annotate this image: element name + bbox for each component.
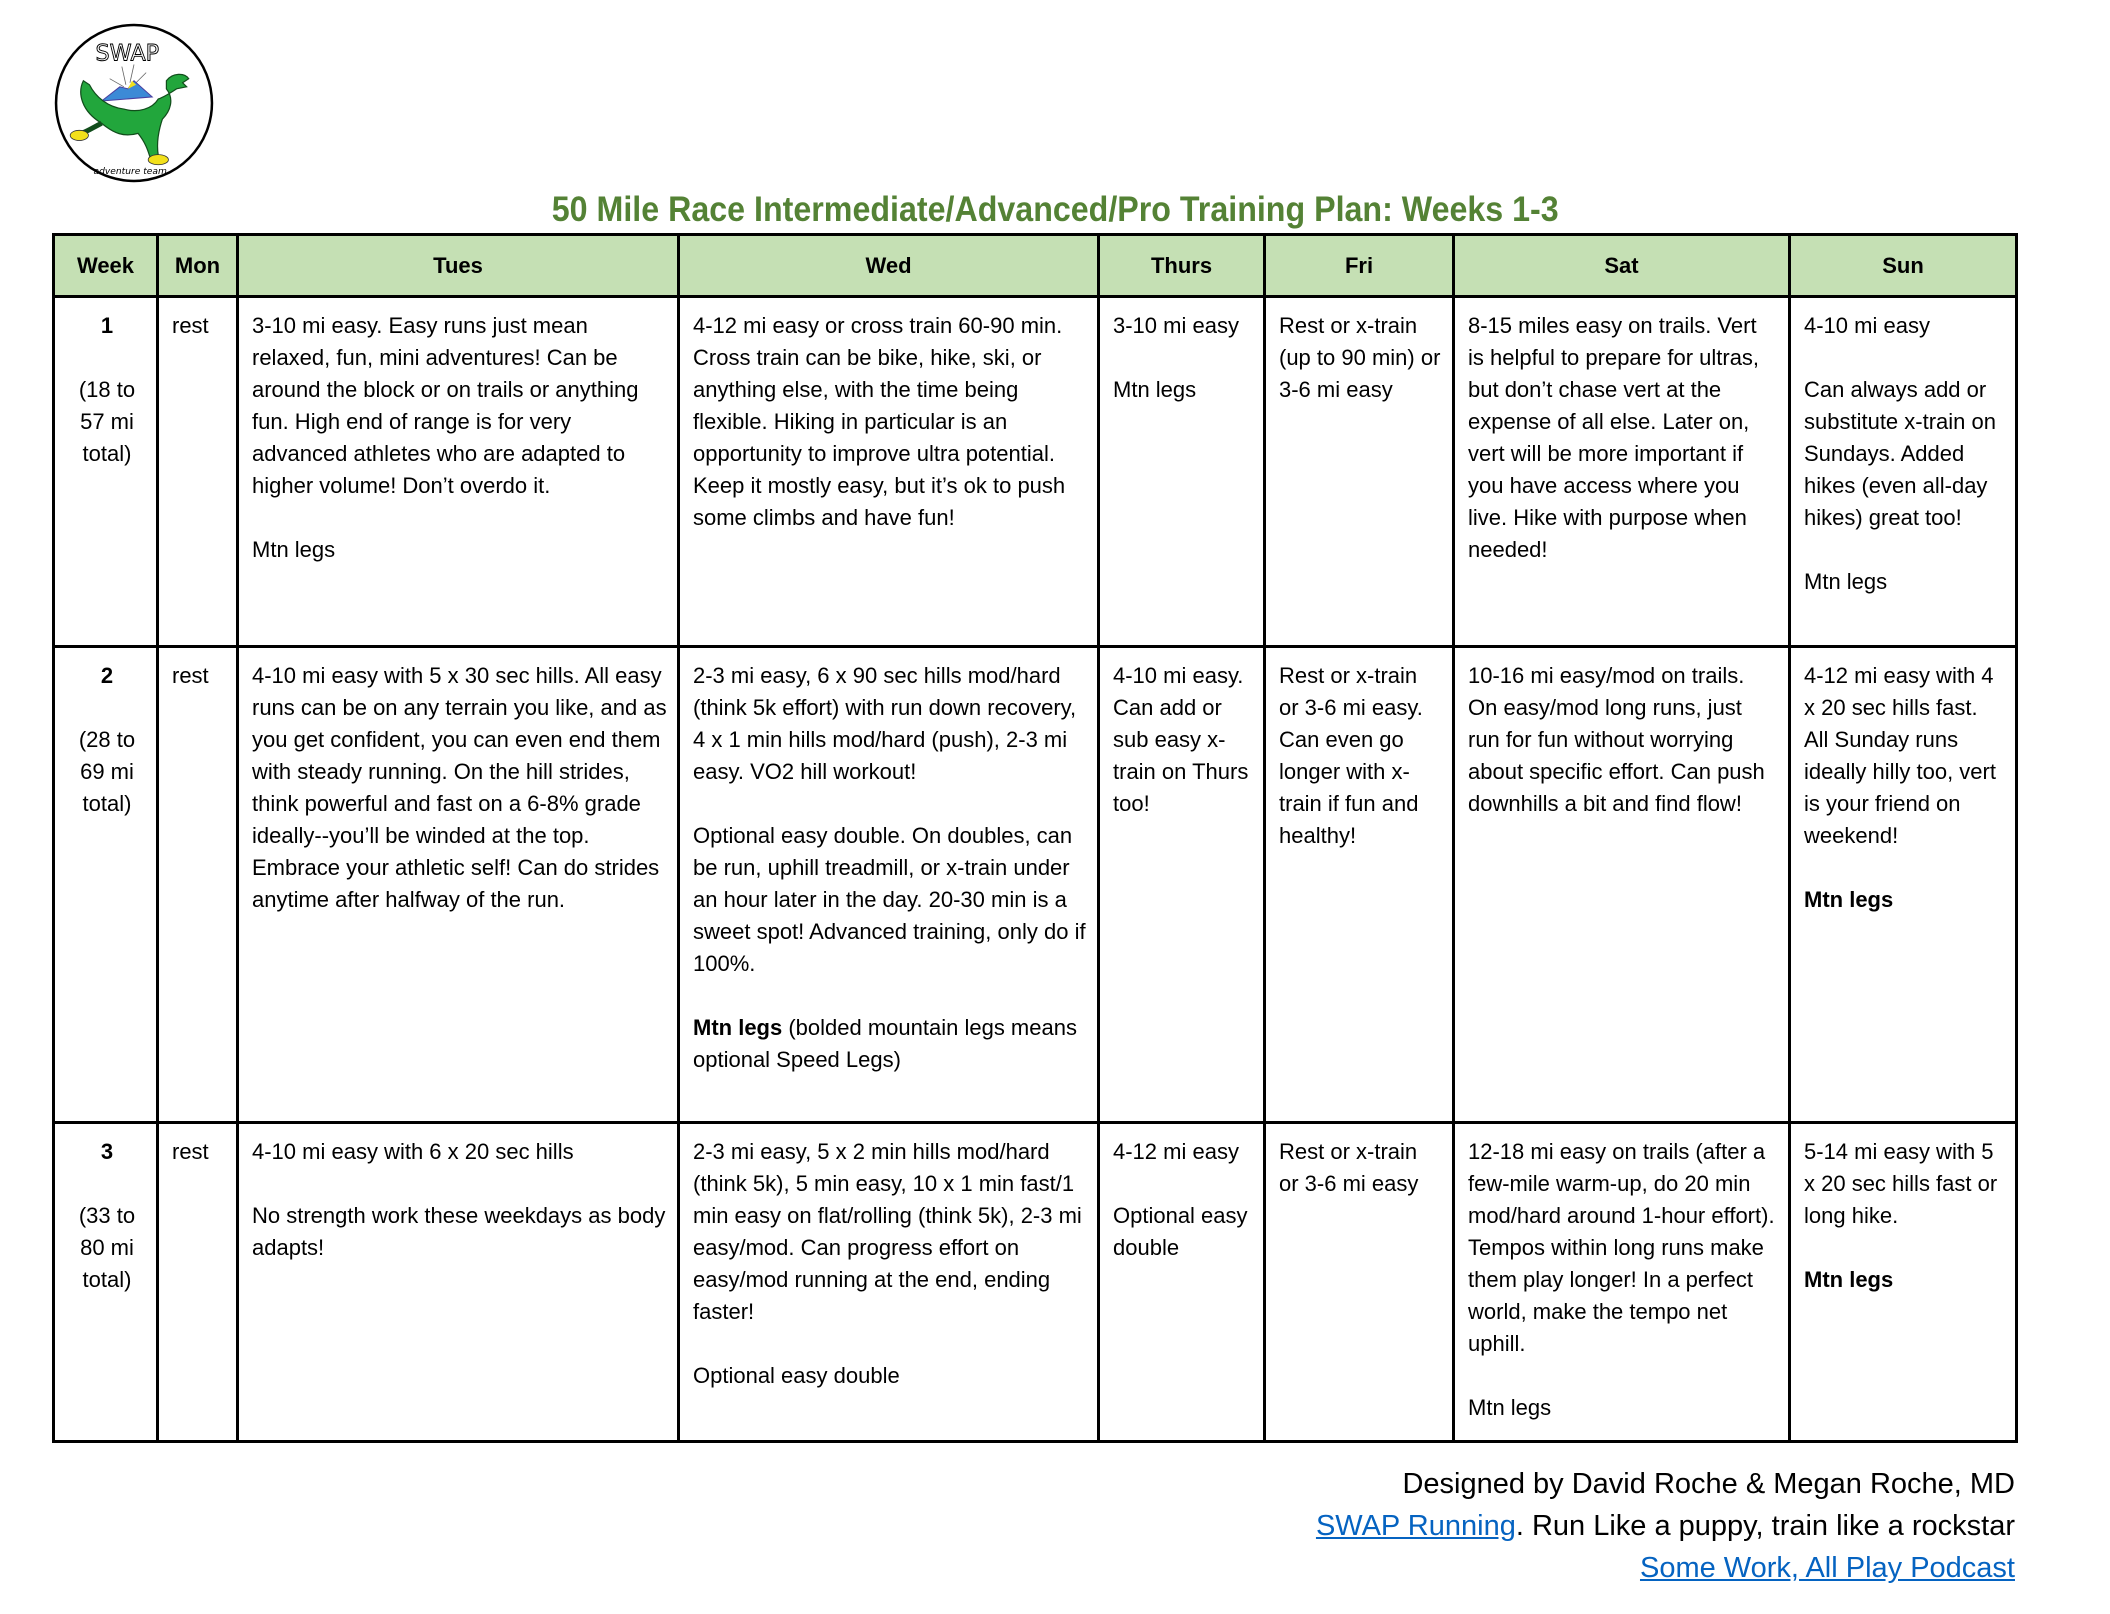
cell-text: Rest or x-train or 3-6 mi easy. Can even go longer with x-train if fun and healthy! (1279, 663, 1423, 848)
cell-text: 10-16 mi easy/mod on trails. On easy/mod long runs, just run for fun without worrying about specific effort. Can push downhills a bit and find flow! (1468, 663, 1765, 816)
header-row (54, 235, 2017, 297)
wed-cell (679, 297, 1099, 647)
sun-cell (1790, 1123, 2017, 1442)
cell-text: 4-10 mi easy with 6 x 20 sec hills (252, 1139, 574, 1164)
col-header-sun: Sun (1790, 235, 2017, 297)
col-header-wed: Wed (679, 235, 1099, 297)
table-row-week-2 (54, 647, 2017, 1123)
cell-text: 8-15 miles easy on trails. Vert is helpful to prepare for ultras, but don’t chase vert at the expense of all else. Later on, vert will be more important if you have access where you live. Hike with purpose when needed! (1468, 313, 1760, 562)
cell-text: 4-10 mi easy. Can add or sub easy x-train on Thurs too! (1113, 663, 1249, 816)
cell-text: Rest or x-train (up to 90 min) or 3-6 mi easy (1279, 313, 1441, 402)
mon-cell: rest (158, 647, 238, 1123)
cell-note: Optional easy double (693, 1363, 900, 1388)
week-cell (54, 647, 158, 1123)
cell-text: No strength work these weekdays as body adapts! (252, 1203, 666, 1260)
tues-cell (238, 297, 679, 647)
table-row-week-3 (54, 1123, 2017, 1442)
col-header-fri: Fri (1265, 235, 1454, 297)
cell-note-bold: Mtn legs (693, 1015, 783, 1040)
sun-cell (1790, 647, 2017, 1123)
tues-cell (238, 1123, 679, 1442)
cell-text: Can always add or substitute x-train on Sundays. Added hikes (even all-day hikes) great too! (1804, 377, 1996, 530)
cell-text: 4-10 mi easy (1804, 313, 1930, 338)
cell-note: Optional easy double (1113, 1203, 1248, 1260)
podcast-link[interactable]: Some Work, All Play Podcast (1639, 1552, 2015, 1584)
cell-text: 4-12 mi easy with 4 x 20 sec hills fast. All Sunday runs ideally hilly too, vert is your friend on weekend! (1804, 663, 1996, 848)
cell-text: 2-3 mi easy, 5 x 2 min hills mod/hard (think 5k), 5 min easy, 10 x 1 min fast/1 min easy on flat/rolling (think 5k), 2-3 mi easy/mod. Can progress effort on easy/mod running at the end, ending faster! (693, 1139, 1082, 1324)
col-header-sat: Sat (1454, 235, 1790, 297)
footer-tagline-line (1316, 1505, 2015, 1547)
cell-text: Rest or x-train or 3-6 mi easy (1279, 1139, 1419, 1196)
swap-running-link[interactable]: SWAP Running (1315, 1510, 1516, 1542)
cell-note: Mtn legs (252, 537, 336, 562)
col-header-week: Week (54, 235, 158, 297)
mon-cell: rest (158, 297, 238, 647)
col-header-thurs: Thurs (1099, 235, 1265, 297)
mon-cell: rest (158, 1123, 238, 1442)
cell-text: Optional easy double. On doubles, can be run, uphill treadmill, or x-train under an hour later in the day. 20-30 min is a sweet spot! Advanced training, only do if 100%. (693, 823, 1086, 976)
week-cell (54, 1123, 158, 1442)
thurs-cell (1099, 647, 1265, 1123)
week-mileage: (18 to 57 mi total) (78, 377, 136, 466)
table-row-week-1 (54, 297, 2017, 647)
cell-text: 3-10 mi easy (1113, 313, 1239, 338)
wed-cell (679, 1123, 1099, 1442)
svg-text:SWAP: SWAP (95, 40, 160, 67)
cell-note: Mtn legs (1804, 569, 1888, 594)
col-header-mon: Mon (158, 235, 238, 297)
cell-text: 4-10 mi easy with 5 x 30 sec hills. All easy runs can be on any terrain you like, and as you get confident, you can even end them with steady running. On the hill strides, think powerful and fast on a 6-8% grade ideally--you’ll be winded at the top. Embrace your athletic self! Can do strides anytime after halfway of the run. (252, 663, 667, 912)
cell-text: 2-3 mi easy, 6 x 90 sec hills mod/hard (think 5k effort) with run down recovery, 4 x 1 min hills mod/hard (push), 2-3 mi easy. VO2 hill workout! (693, 663, 1077, 784)
week-mileage: (33 to 80 mi total) (78, 1203, 136, 1292)
sun-cell (1790, 297, 2017, 647)
footer-tagline: . Run Like a puppy, train like a rockstar (1515, 1510, 2015, 1542)
thurs-cell (1099, 1123, 1265, 1442)
week-number: 2 (100, 663, 114, 688)
cell-text: 3-10 mi easy. Easy runs just mean relaxed, fun, mini adventures! Can be around the block or on trails or anything fun. High end of range is for very advanced athletes who are adapted to higher volume! Don’t overdo it. (252, 313, 639, 498)
week-cell (54, 297, 158, 647)
cell-text: 12-18 mi easy on trails (after a few-mile warm-up, do 20 min mod/hard around 1-hour effort). Tempos within long runs make them play longer! In a perfect world, make the tempo net uphill. (1468, 1139, 1775, 1356)
week-number: 1 (100, 313, 114, 338)
training-plan-table (52, 233, 2018, 1443)
footer-credit: Designed by David Roche & Megan Roche, MD (1402, 1468, 2015, 1500)
cell-text: 5-14 mi easy with 5 x 20 sec hills fast or long hike. (1804, 1139, 1998, 1228)
fri-cell (1265, 647, 1454, 1123)
wed-cell (679, 647, 1099, 1123)
cell-note: Mtn legs (1468, 1395, 1552, 1420)
cell-text: 4-12 mi easy or cross train 60-90 min. Cross train can be bike, hike, ski, or anything else, with the time being flexible. Hiking in particular is an opportunity to improve ultra potential. Keep it mostly easy, but it’s ok to push some climbs and have fun! (693, 313, 1066, 530)
cell-note: (bolded mountain legs means optional Speed Legs) (693, 1015, 1077, 1072)
week-number: 3 (100, 1139, 114, 1164)
thurs-cell (1099, 297, 1265, 647)
tues-cell (238, 647, 679, 1123)
svg-text:adventure team: adventure team (93, 166, 167, 177)
cell-note-bold: Mtn legs (1804, 1267, 1894, 1292)
col-header-tues: Tues (238, 235, 679, 297)
fri-cell (1265, 1123, 1454, 1442)
sat-cell (1454, 1123, 1790, 1442)
fri-cell (1265, 297, 1454, 647)
footer (1316, 1463, 2015, 1589)
sat-cell (1454, 297, 1790, 647)
page-title: 50 Mile Race Intermediate/Advanced/Pro Training Plan: Weeks 1-3 (551, 190, 1559, 229)
cell-text: 4-12 mi easy (1113, 1139, 1239, 1164)
cell-note: Mtn legs (1113, 377, 1197, 402)
cell-note-bold: Mtn legs (1804, 887, 1894, 912)
swap-logo-icon (53, 22, 215, 184)
week-mileage: (28 to 69 mi total) (78, 727, 136, 816)
sat-cell (1454, 647, 1790, 1123)
